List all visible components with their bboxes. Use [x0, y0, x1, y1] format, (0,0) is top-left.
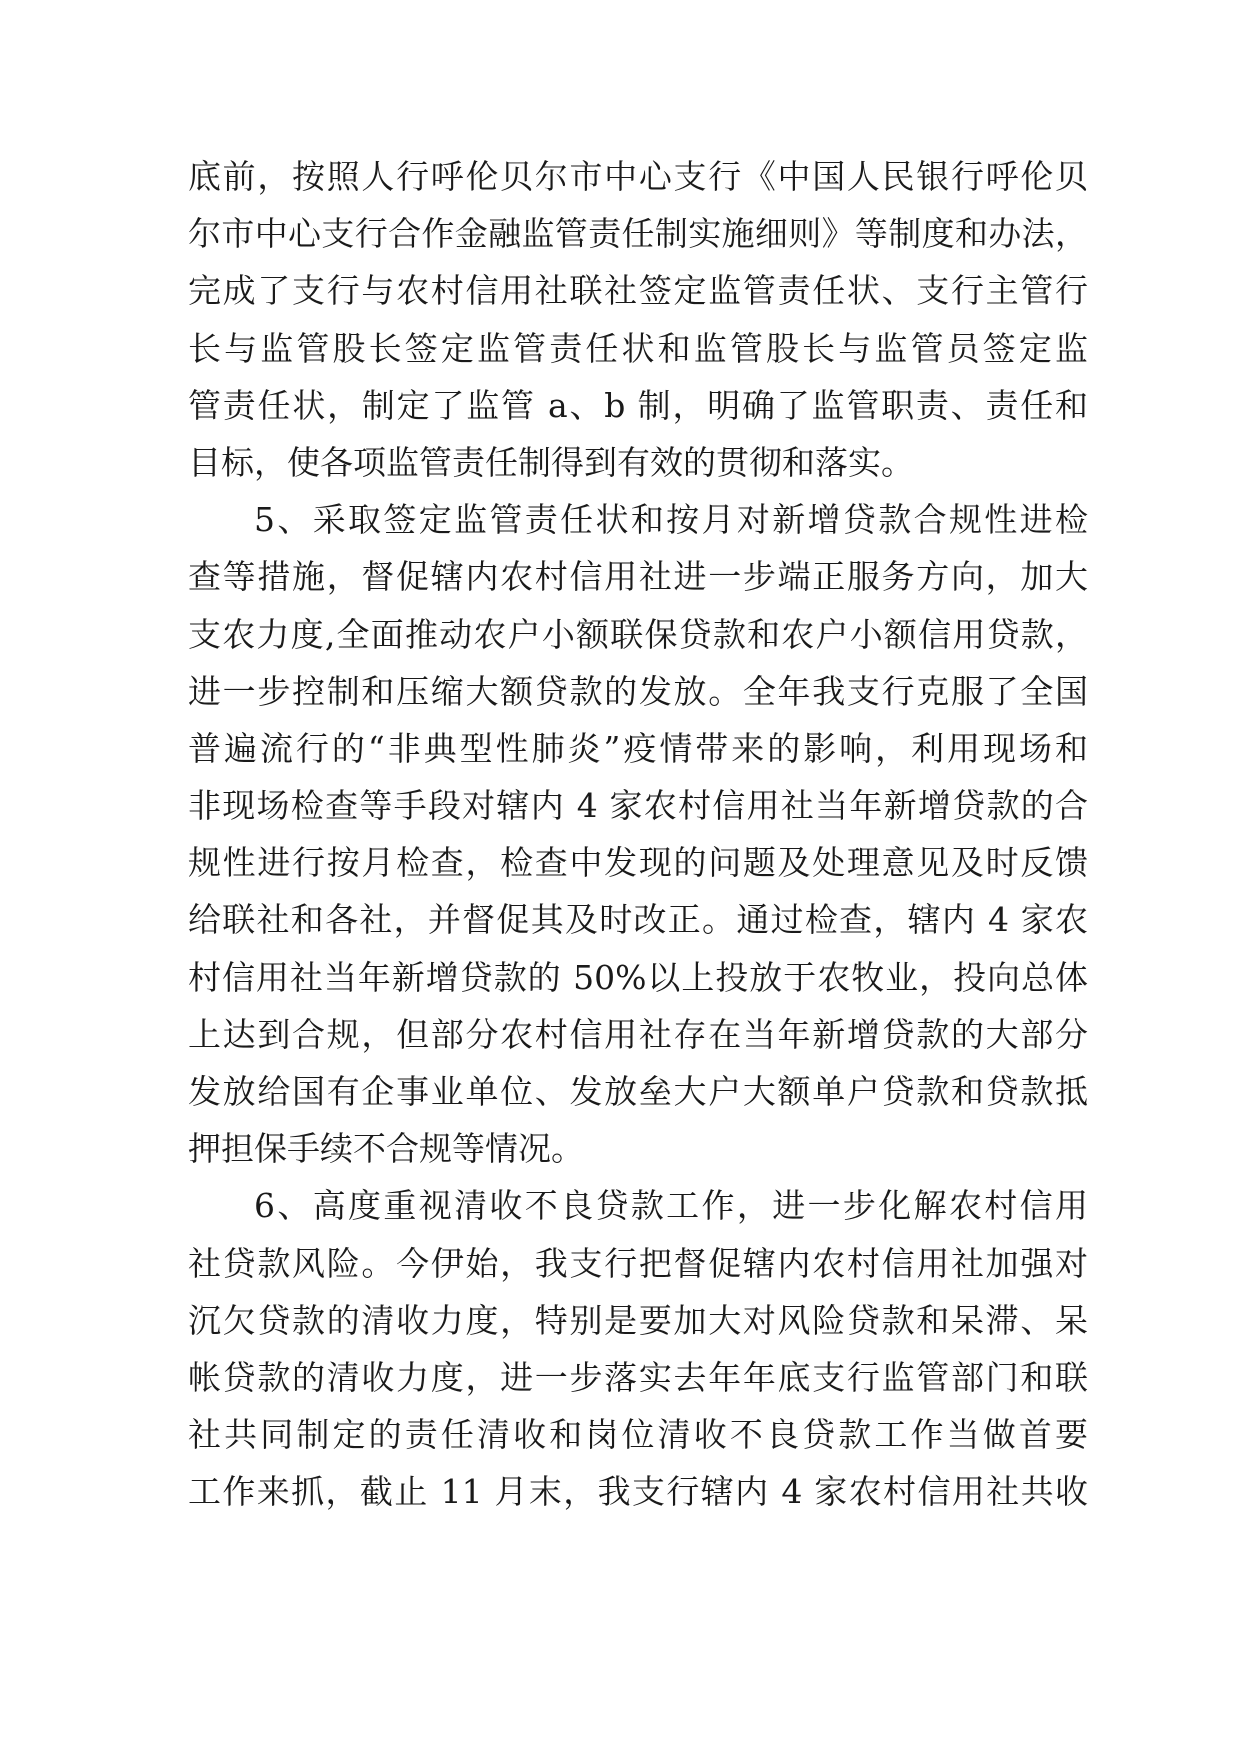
- text-line: 长与监管股长签定监管责任状和监管股长与监管员签定监: [188, 328, 1088, 368]
- text-line: 发放给国有企事业单位、发放垒大户大额单户贷款和贷款抵: [188, 1072, 1088, 1111]
- text-line: 查等措施，督促辖内农村信用社进一步端正服务方向，加大: [188, 557, 1088, 597]
- text-line: 目标，使各项监管责任制得到有效的贯彻和落实。: [188, 442, 914, 482]
- text-line: 帐贷款的清收力度，进一步落实去年年底支行监管部门和联: [188, 1357, 1088, 1397]
- text-line: 完成了支行与农村信用社联社签定监管责任状、支行主管行: [188, 271, 1088, 311]
- text-line: 尔市中心支行合作金融监管责任制实施细则》等制度和办法，: [188, 214, 1088, 254]
- text-line: 社共同制定的责任清收和岗位清收不良贷款工作当做首要: [188, 1415, 1088, 1455]
- text-line: 村信用社当年新增贷款的 50%以上投放于农牧业，投向总体: [188, 957, 1088, 997]
- text-line: 底前，按照人行呼伦贝尔市中心支行《中国人民银行呼伦贝: [188, 157, 1088, 196]
- text-line: 上达到合规，但部分农村信用社存在当年新增贷款的大部分: [188, 1014, 1088, 1054]
- text-line: 沉欠贷款的清收力度，特别是要加大对风险贷款和呆滞、呆: [188, 1300, 1088, 1340]
- text-line: 6、高度重视清收不良贷款工作，进一步化解农村信用: [254, 1186, 1088, 1226]
- text-line: 支农力度,全面推动农户小额联保贷款和农户小额信用贷款，: [188, 614, 1088, 654]
- text-line: 普遍流行的“非典型性肺炎”疫情带来的影响，利用现场和: [188, 728, 1088, 768]
- text-line: 押担保手续不合规等情况。: [188, 1129, 584, 1169]
- text-line: 社贷款风险。今伊始，我支行把督促辖内农村信用社加强对: [188, 1243, 1088, 1283]
- text-line: 进一步控制和压缩大额贷款的发放。全年我支行克服了全国: [188, 671, 1088, 711]
- document-body: [188, 148, 1088, 1521]
- text-line: 工作来抓，截止 11 月末，我支行辖内 4 家农村信用社共收: [188, 1472, 1088, 1512]
- text-line: 管责任状，制定了监管 a、b 制，明确了监管职责、责任和: [188, 385, 1088, 425]
- text-line: 规性进行按月检查，检查中发现的问题及处理意见及时反馈: [188, 843, 1088, 883]
- text-line: 非现场检查等手段对辖内 4 家农村信用社当年新增贷款的合: [188, 786, 1088, 826]
- text-line: 5、采取签定监管责任状和按月对新增贷款合规性进检: [254, 500, 1088, 540]
- text-line: 给联社和各社，并督促其及时改正。通过检查，辖内 4 家农: [188, 900, 1088, 940]
